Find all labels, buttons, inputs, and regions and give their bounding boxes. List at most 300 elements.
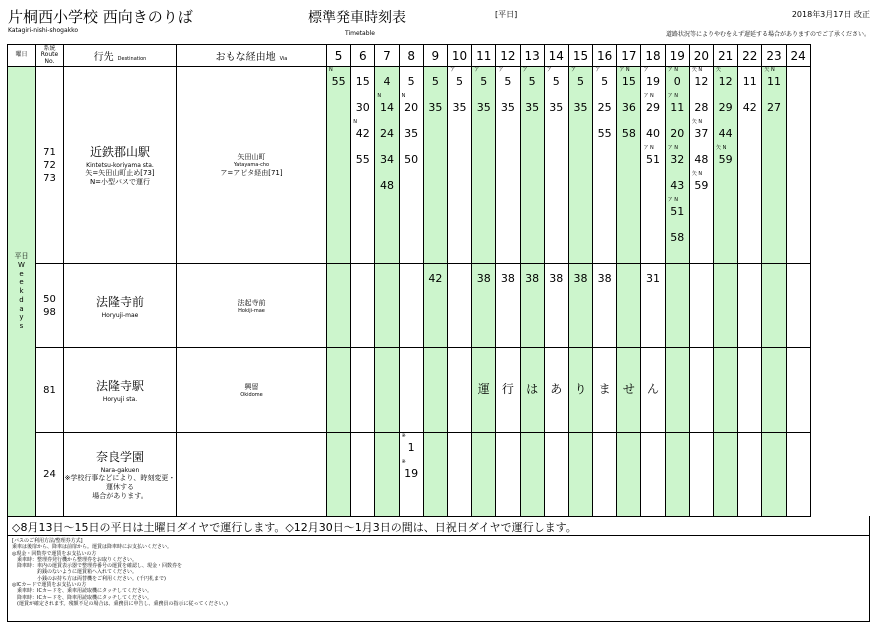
destination-cell	[64, 348, 177, 433]
departure-minute: 58	[621, 127, 636, 140]
departure-mark: ア	[570, 67, 576, 73]
departure-time	[327, 67, 350, 93]
hour-cell-5	[327, 348, 351, 433]
via-name: 矢田山町	[237, 153, 266, 161]
delay-notice: 道路状況等によりやむをえず遅延する場合がありますのでご了承ください。	[665, 31, 870, 38]
departure-time	[351, 93, 374, 119]
departure-minute: 38	[500, 272, 515, 285]
departure-minute: 44	[718, 127, 733, 140]
departure-time	[714, 145, 737, 171]
departure-minute: 42	[428, 272, 443, 285]
hour-cell-21	[714, 67, 738, 264]
departure-time	[738, 67, 761, 93]
departure-minute: 19	[404, 467, 419, 480]
destination-cell	[64, 264, 177, 348]
destination-cell	[64, 433, 177, 517]
hour-cell-7	[375, 433, 399, 517]
departure-minute: 5	[552, 75, 560, 88]
departure-mark: 矢 N	[691, 171, 703, 177]
hour-header-7: 7	[375, 45, 399, 67]
destination-note: 場合があります。	[92, 491, 148, 500]
departure-minute: 35	[500, 101, 515, 114]
hour-cell-9	[423, 67, 447, 264]
departure-time	[666, 171, 689, 197]
hour-cell-24	[786, 348, 810, 433]
departure-time	[617, 93, 640, 119]
departure-time	[496, 264, 519, 290]
destination-name: 法隆寺前	[95, 294, 144, 309]
via-cell	[177, 433, 327, 517]
hour-cell-18	[641, 264, 665, 348]
hour-cell-17	[617, 433, 641, 517]
hour-cell-11	[472, 433, 496, 517]
via-cell	[177, 67, 327, 264]
departure-time	[690, 67, 713, 93]
departure-time	[738, 93, 761, 119]
fare-line: 乗車は後扉から、降車は前扉から。運賃は降車時にお支払いください。	[12, 544, 173, 551]
hour-cell-16	[593, 433, 617, 517]
departure-minute: 59	[718, 153, 733, 166]
departure-time	[472, 93, 495, 119]
departure-mark: 矢 N	[691, 119, 703, 125]
hour-cell-21	[714, 433, 738, 517]
departure-minute: 25	[597, 101, 612, 114]
via-note: ア=アピタ経由[71]	[220, 169, 283, 177]
departure-mark: ア N	[643, 93, 654, 99]
departure-minute: 35	[549, 101, 564, 114]
departure-time	[375, 67, 398, 93]
column-header-via-en: Via	[279, 56, 288, 62]
departure-minute: 5	[456, 75, 464, 88]
hour-cell-18	[641, 433, 665, 517]
departure-time	[690, 93, 713, 119]
day-type-en: W e e k d a y s	[18, 260, 25, 331]
via-roman: Hokiji-mae	[238, 307, 265, 314]
hour-cell-7	[375, 67, 399, 264]
route-row	[8, 67, 811, 264]
hour-cell-16	[593, 264, 617, 348]
departure-minute: 40	[646, 127, 661, 140]
day-type-badge: [平日]	[495, 10, 518, 19]
fare-line: 釣銭のないように運賃箱へ入れてください。	[12, 569, 138, 576]
departure-minute: 19	[646, 75, 661, 88]
hour-cell-21	[714, 264, 738, 348]
hour-cell-24	[786, 67, 810, 264]
hour-cell-14	[544, 67, 568, 264]
hour-cell-13	[520, 264, 544, 348]
departure-time	[400, 433, 423, 459]
hour-cell-12	[496, 348, 520, 433]
departure-minute: 59	[694, 179, 709, 192]
departure-time	[641, 264, 664, 290]
column-header-destination	[64, 45, 177, 67]
route-number: 50	[43, 293, 56, 305]
hour-cell-11	[472, 67, 496, 264]
departure-time	[666, 67, 689, 93]
hour-cell-18	[641, 348, 665, 433]
hour-cell-13	[520, 67, 544, 264]
departure-time	[666, 119, 689, 145]
departure-time	[545, 67, 568, 93]
hour-cell-24	[786, 433, 810, 517]
hour-header-23: 23	[762, 45, 786, 67]
departure-time	[375, 145, 398, 171]
departure-time	[424, 264, 447, 290]
departure-time	[400, 93, 423, 119]
no-service-char: 運	[477, 382, 490, 396]
departure-minute: 51	[646, 153, 661, 166]
departure-time	[690, 145, 713, 171]
departure-time	[666, 197, 689, 223]
hour-cell-5	[327, 67, 351, 264]
departure-time	[545, 93, 568, 119]
timetable-title: 標準発車時刻表	[308, 10, 406, 26]
departure-minute: 35	[404, 127, 419, 140]
hour-cell-10	[447, 67, 471, 264]
destination-name: 奈良学園	[95, 450, 144, 465]
departure-minute: 36	[621, 101, 636, 114]
hour-cell-10	[447, 264, 471, 348]
departure-time	[569, 67, 592, 93]
departure-time	[351, 145, 374, 171]
hour-header-12: 12	[496, 45, 520, 67]
departure-minute: 0	[673, 75, 681, 88]
departure-minute: 35	[476, 101, 491, 114]
departure-time	[375, 93, 398, 119]
departure-minute: 43	[670, 179, 685, 192]
departure-minute: 15	[621, 75, 636, 88]
hour-cell-19	[665, 264, 689, 348]
departure-mark: 矢 N	[716, 145, 727, 151]
departure-minute: 5	[407, 75, 415, 88]
fare-line: 降車時：ICカードを、降車用読取機にタッチしてください。	[12, 594, 152, 601]
hour-cell-20	[689, 433, 713, 517]
departure-minute: 11	[742, 75, 757, 88]
departure-time	[351, 119, 374, 145]
column-header-day: 曜日	[8, 45, 36, 67]
no-service-char: 行	[501, 382, 514, 396]
departure-minute: 48	[379, 179, 394, 192]
departure-minute: 5	[480, 75, 488, 88]
destination-roman: Horyuji-mae	[101, 311, 139, 319]
hour-cell-12	[496, 433, 520, 517]
departure-mark: ア	[546, 67, 552, 73]
departure-mark: N	[401, 93, 406, 99]
departure-minute: 29	[646, 101, 661, 114]
hour-cell-8	[399, 433, 423, 517]
departure-minute: 38	[549, 272, 564, 285]
hour-header-15: 15	[568, 45, 592, 67]
departure-mark: 矢 N	[691, 67, 703, 73]
departure-mark: ※	[401, 433, 406, 439]
via-name: 法起寺前	[237, 298, 266, 307]
departure-time	[666, 223, 689, 249]
route-number: 81	[43, 384, 56, 396]
fare-instructions	[7, 536, 870, 622]
departure-minute: 15	[355, 75, 370, 88]
hour-cell-15	[568, 67, 592, 264]
hour-cell-24	[786, 264, 810, 348]
stop-name-roman: Katagiri-nishi-shogakko	[8, 27, 79, 34]
hour-cell-5	[327, 433, 351, 517]
departure-time	[472, 264, 495, 290]
departure-minute: 35	[452, 101, 467, 114]
timetable-subtitle: Timetable	[345, 30, 375, 37]
departure-time	[593, 67, 616, 93]
hour-cell-6	[351, 348, 375, 433]
departure-minute: 58	[670, 231, 685, 244]
no-service-char: り	[574, 382, 587, 396]
hour-header-21: 21	[714, 45, 738, 67]
departure-mark: ア N	[667, 145, 678, 151]
departure-time	[641, 93, 664, 119]
hour-cell-23	[762, 348, 786, 433]
departure-minute: 14	[379, 101, 394, 114]
departure-mark: ア	[498, 67, 504, 73]
hour-header-6: 6	[351, 45, 375, 67]
hour-cell-17	[617, 348, 641, 433]
departure-mark: N	[353, 119, 357, 125]
hour-header-24: 24	[786, 45, 810, 67]
hour-cell-15	[568, 348, 592, 433]
departure-time	[400, 459, 423, 485]
departure-time	[521, 93, 544, 119]
departure-minute: 11	[670, 101, 685, 114]
destination-name: 法隆寺駅	[95, 379, 144, 393]
day-type-ja: 平日	[14, 252, 29, 261]
column-header-destination-en: Destination	[117, 56, 147, 62]
departure-time	[593, 119, 616, 145]
departure-time	[351, 67, 374, 93]
departure-time	[448, 93, 471, 119]
departure-mark: 矢	[716, 67, 722, 73]
fare-line: 降車時：車内の運賃表示器で整理券番号の運賃を確認し、現金・回数券を	[12, 563, 183, 570]
hour-cell-11	[472, 348, 496, 433]
departure-time	[472, 67, 495, 93]
departure-minute: 32	[670, 153, 685, 166]
hour-cell-22	[738, 67, 762, 264]
hour-cell-23	[762, 67, 786, 264]
departure-minute: 55	[331, 75, 346, 88]
departure-time	[666, 145, 689, 171]
departure-time	[666, 93, 689, 119]
destination-note: N=小型バスで運行	[89, 178, 151, 186]
via-cell	[177, 264, 327, 348]
hour-cell-12	[496, 264, 520, 348]
hour-cell-18	[641, 67, 665, 264]
departure-minute: 12	[718, 75, 733, 88]
departure-time	[641, 119, 664, 145]
hour-cell-19	[665, 67, 689, 264]
hour-header-16: 16	[593, 45, 617, 67]
departure-minute: 38	[525, 272, 540, 285]
fare-line: ◎ICカードで運賃をお支払いの方	[12, 582, 87, 589]
departure-minute: 38	[476, 272, 491, 285]
hour-header-22: 22	[738, 45, 762, 67]
departure-time	[714, 67, 737, 93]
hour-cell-19	[665, 348, 689, 433]
via-name: 興留	[244, 383, 259, 391]
hour-header-5: 5	[327, 45, 351, 67]
destination-cell	[64, 67, 177, 264]
departure-time	[762, 67, 785, 93]
destination-roman: Kintetsu-koriyama sta.	[86, 162, 154, 170]
departure-time	[593, 264, 616, 290]
departure-mark: N	[377, 93, 382, 99]
departure-time	[400, 119, 423, 145]
hour-cell-20	[689, 348, 713, 433]
departure-time	[569, 93, 592, 119]
departure-mark: ア N	[619, 67, 630, 73]
hour-cell-14	[544, 348, 568, 433]
hour-cell-20	[689, 264, 713, 348]
route-row	[8, 348, 811, 433]
departure-mark: ア N	[667, 93, 678, 99]
via-cell	[177, 348, 327, 433]
departure-minute: 38	[597, 272, 612, 285]
hour-cell-13	[520, 433, 544, 517]
destination-roman: Nara-gakuen	[100, 467, 140, 475]
route-number-cell	[36, 433, 64, 517]
departure-minute: 5	[576, 75, 584, 88]
hour-cell-17	[617, 264, 641, 348]
hour-cell-19	[665, 433, 689, 517]
departure-mark: ア N	[643, 145, 654, 151]
hour-header-20: 20	[689, 45, 713, 67]
holiday-notice: ◇8月13日～15日の平日は土曜日ダイヤで運行します。◇12月30日～1月3日の間は、日祝日ダイヤで運行します。	[7, 516, 870, 536]
hour-header-17: 17	[617, 45, 641, 67]
departure-minute: 42	[355, 127, 370, 140]
hour-cell-10	[447, 433, 471, 517]
via-roman: Yatayama-cho	[233, 162, 270, 168]
route-number: 73	[43, 172, 56, 184]
departure-mark: ※	[401, 459, 406, 465]
hour-cell-11	[472, 264, 496, 348]
stop-name: 片桐西小学校 西向きのりば	[8, 8, 193, 26]
hour-header-8: 8	[399, 45, 423, 67]
hour-header-10: 10	[447, 45, 471, 67]
departure-minute: 11	[766, 75, 781, 88]
departure-time	[400, 145, 423, 171]
hour-cell-13	[520, 348, 544, 433]
departure-minute: 35	[525, 101, 540, 114]
departure-minute: 42	[742, 101, 757, 114]
hour-cell-17	[617, 67, 641, 264]
hour-cell-22	[738, 433, 762, 517]
fare-line: 乗車時：ICカードを、乗車用読取機にタッチしてください。	[12, 588, 152, 595]
departure-mark: N	[329, 67, 333, 73]
route-number-cell	[36, 67, 64, 264]
departure-time	[617, 119, 640, 145]
departure-minute: 35	[573, 101, 588, 114]
hour-cell-7	[375, 264, 399, 348]
departure-minute: 5	[431, 75, 439, 88]
departure-minute: 55	[597, 127, 612, 140]
departure-time	[690, 171, 713, 197]
hour-cell-10	[447, 348, 471, 433]
departure-time	[714, 119, 737, 145]
departure-time	[496, 67, 519, 93]
hour-header-13: 13	[520, 45, 544, 67]
departure-time	[424, 93, 447, 119]
header	[0, 0, 878, 44]
fare-line: ◎現金・回数券で運賃をお支払いの方	[12, 550, 97, 557]
column-header-via-ja: おもな経由地	[215, 52, 276, 63]
departure-minute: 20	[670, 127, 685, 140]
hour-cell-23	[762, 433, 786, 517]
fare-line: [バスのご利用方法/整理券方式]	[12, 538, 83, 544]
departure-minute: 28	[694, 101, 709, 114]
hour-cell-6	[351, 264, 375, 348]
departure-minute: 51	[670, 205, 685, 218]
hour-cell-16	[593, 348, 617, 433]
departure-time	[375, 171, 398, 197]
hour-cell-7	[375, 348, 399, 433]
departure-mark: ア	[643, 67, 649, 73]
hour-header-18: 18	[641, 45, 665, 67]
departure-time	[424, 67, 447, 93]
hour-cell-9	[423, 433, 447, 517]
timetable-grid	[7, 44, 811, 517]
departure-time	[569, 264, 592, 290]
departure-time	[545, 264, 568, 290]
column-header-via	[177, 45, 327, 67]
departure-time	[521, 67, 544, 93]
departure-minute: 5	[601, 75, 609, 88]
destination-note: 矢=矢田山町止め[73]	[85, 169, 155, 178]
departure-time	[593, 93, 616, 119]
departure-mark: 矢 N	[764, 67, 775, 73]
departure-minute: 31	[646, 272, 661, 285]
revision-date: 2018年3月17日 改正	[791, 10, 870, 19]
departure-minute: 50	[404, 153, 419, 166]
hour-cell-15	[568, 433, 592, 517]
departure-minute: 20	[404, 101, 419, 114]
departure-minute: 55	[355, 153, 370, 166]
route-number: 72	[43, 159, 56, 171]
hour-cell-6	[351, 433, 375, 517]
route-number: 98	[43, 306, 56, 318]
departure-mark: ア	[449, 67, 455, 73]
no-service-char: あ	[550, 382, 563, 396]
departure-mark: ア N	[667, 67, 678, 73]
no-service-char: ん	[647, 382, 660, 396]
departure-minute: 48	[694, 153, 709, 166]
departure-time	[496, 93, 519, 119]
departure-time	[762, 93, 785, 119]
departure-minute: 38	[573, 272, 588, 285]
hour-cell-14	[544, 264, 568, 348]
no-service-char: は	[526, 382, 539, 396]
destination-note: ※学校行事などにより、時刻変更・運休する	[64, 474, 176, 492]
departure-minute: 5	[528, 75, 536, 88]
column-header-destination-ja: 行先	[93, 52, 114, 63]
day-type-cell	[8, 67, 36, 517]
hour-cell-5	[327, 264, 351, 348]
departure-minute: 30	[355, 101, 370, 114]
departure-time	[714, 93, 737, 119]
hour-cell-9	[423, 264, 447, 348]
departure-time	[521, 264, 544, 290]
departure-minute: 12	[694, 75, 709, 88]
departure-time	[690, 119, 713, 145]
departure-minute: 1	[407, 441, 415, 454]
departure-minute: 5	[504, 75, 512, 88]
hour-cell-9	[423, 348, 447, 433]
hour-header-9: 9	[423, 45, 447, 67]
fare-line: 小銭のお持ち方は両替機をご利用ください。(千円札まで)	[12, 575, 166, 582]
departure-mark: ア	[474, 67, 480, 73]
